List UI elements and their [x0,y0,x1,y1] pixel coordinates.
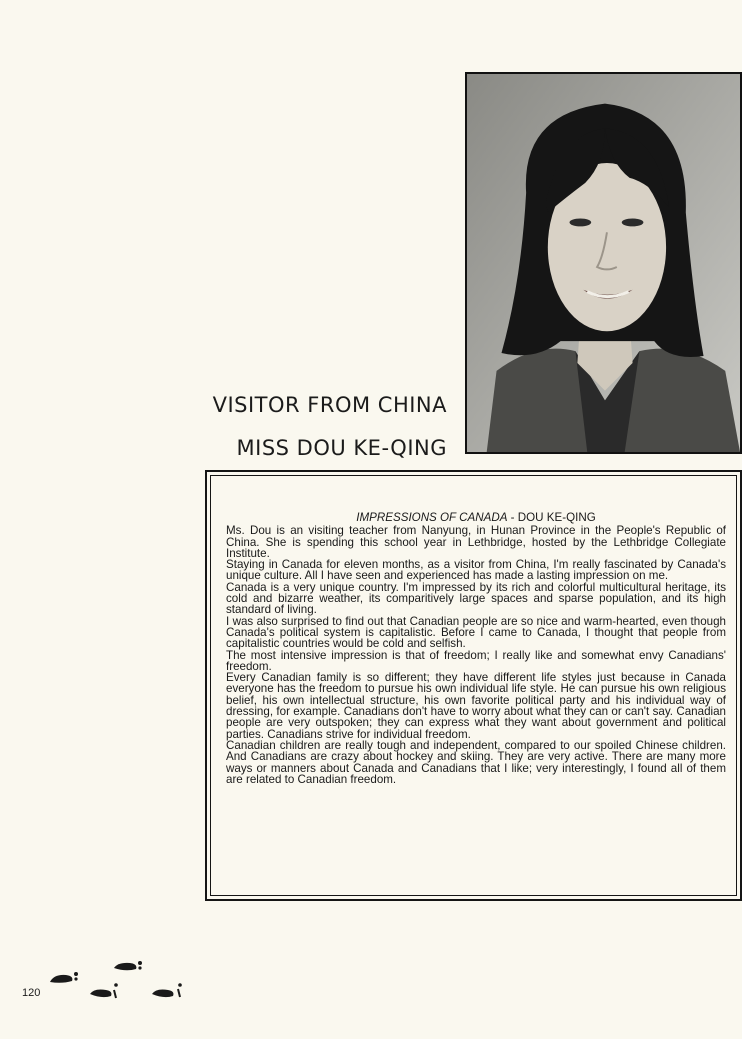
article-heading-title: IMPRESSIONS OF CANADA [356,511,508,524]
page-number: 120 [22,987,41,999]
article-heading-sep: - [507,511,518,524]
page-title: VISITOR FROM CHINA [212,393,447,417]
article-paragraph: I was also surprised to find out that Canadian people are so nice and warm-hearted, even though Canada's political system is capitalistic. Before I came to Canada, I thought that people from capitalistic countries would be cold and selfish. [226,614,726,651]
portrait-photo [465,72,742,454]
article-paragraph: Every Canadian family is so different; they have different life styles just because in Canada everyone has the freedom to pursue his own individual life style. He can pursue his own religious belief, his own intellectual structure, his own favorite political party and his individual way of dressing, for example. Canadians don't have to worry about what they can or can't say. Canadian people are very outspoken; they can express what they want about government and political parties. Canadians strive for individual freedom. [226,671,726,741]
article-content [210,475,737,896]
article-heading-author: DOU KE-QING [517,511,596,524]
article-paragraph: Canada is a very unique country. I'm impressed by its rich and colorful multicultural heritage, its cold and bizarre weather, its comparitively large spaces and sparse population, and its high standard of living. [226,580,726,617]
article-paragraph: The most intensive impression is that of freedom; I really like and somewhat envy Canadians' freedom. [226,648,726,673]
article-paragraph: Ms. Dou is an visiting teacher from Nanyung, in Hunan Province in the People's Republic of China. She is spending this school year in Lethbridge, hosted by the Lethbridge Collegiate Institute. [226,524,726,560]
article-box [205,470,742,901]
article-heading [226,512,726,523]
page-subtitle: MISS DOU KE-QING [236,436,447,460]
article-paragraph: Staying in Canada for eleven months, as a visitor from China, I'm really fascinated by Canada's unique culture. All I have seen and experienced has made a lasting impression on me. [226,558,726,583]
article-paragraph: Canadian children are really tough and independent, compared to our spoiled Chinese children. And Canadians are crazy about hockey and skiing. They are very active. There are many more ways or manners about Canada and Canadians that I like; very interestingly, I found all of them are related to Canadian freedom. [226,738,726,786]
footprints-icon [48,960,198,1005]
